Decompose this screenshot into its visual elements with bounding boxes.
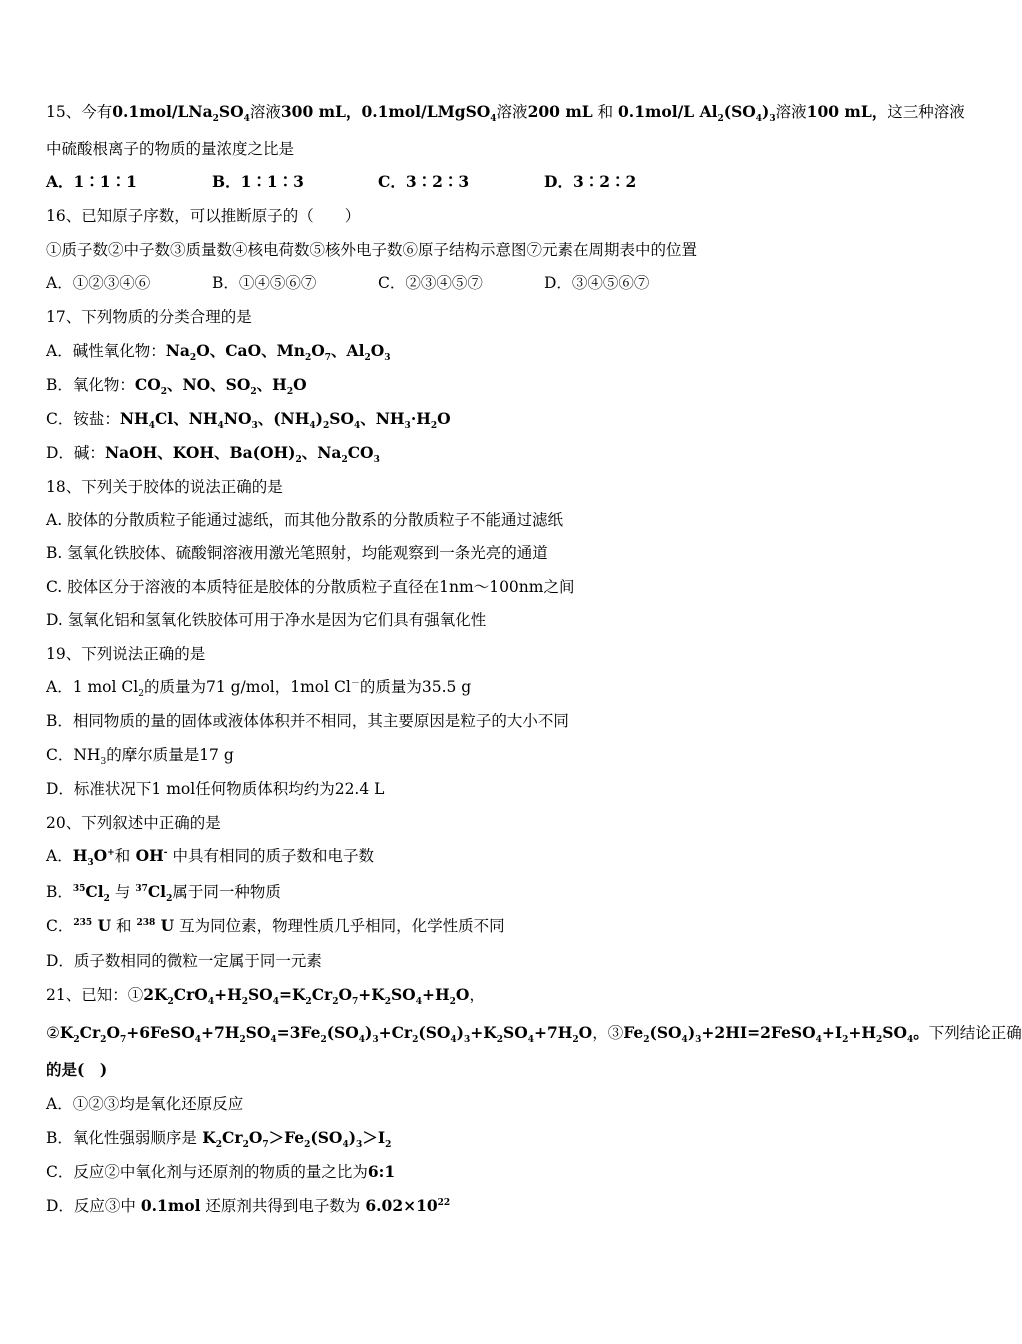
- q20-number: 20、: [46, 814, 82, 832]
- q18-option-a[interactable]: A. 胶体的分散质粒子能通过滤纸，而其他分散系的分散质粒子不能通过滤纸: [46, 511, 564, 529]
- q21-option-c[interactable]: C．反应②中氧化剂与还原剂的物质的量之比为6:1: [46, 1162, 396, 1181]
- q19-option-b[interactable]: B．相同物质的量的固体或液体体积并不相同，其主要原因是粒子的大小不同: [46, 712, 569, 730]
- q15-vol1: 300 mL，: [280, 102, 362, 121]
- q15-option-d[interactable]: D．3∶2∶2: [544, 172, 637, 191]
- q19-option-d[interactable]: D．标准状况下1 mol任何物质体积均约为22.4 L: [46, 780, 385, 798]
- q20-text: 下列叙述中正确的是: [81, 814, 221, 832]
- q17-option-a[interactable]: A．碱性氧化物：$Na_2O$、CaO、$Mn_2O_7$、$Al_2O_3$: [46, 341, 391, 364]
- q16-option-c[interactable]: C．②③④⑤⑦: [378, 274, 483, 292]
- q15-text: 溶液: [775, 103, 807, 121]
- q16-option-a[interactable]: A．①②③④⑥: [46, 274, 151, 292]
- q21-line3: 的是( ): [46, 1060, 108, 1079]
- q18-number: 18、: [46, 478, 82, 496]
- q15-vol2: 200 mL: [527, 102, 593, 121]
- q15-number: 15、: [46, 103, 82, 121]
- q16-stem: [46, 206, 360, 226]
- q16-number: 16、: [46, 207, 82, 225]
- q21-line2: $②K_2Cr_2O_7+6FeSO_4+7H_2SO_4=3Fe_2(SO_4)_3+Cr_2(SO_4)_3+K_2SO_4+7H_2O$，$③Fe_2(SO_4)_3+2HI=2FeSO_4+I_2+H_2SO_4$。下列结论正确: [46, 1023, 1022, 1046]
- q19-stem: [46, 644, 205, 664]
- q19-text: 下列说法正确的是: [81, 645, 206, 663]
- q19-number: 19、: [46, 645, 82, 663]
- q21-option-d[interactable]: D．反应③中 0.1mol 还原剂共得到电子数为 $6.02\times 10^{22}$: [46, 1196, 451, 1215]
- q15-text: 溶液: [249, 103, 281, 121]
- q20-option-a[interactable]: A．$H_3O^+$和 OH- 中具有相同的质子数和电子数: [46, 846, 374, 869]
- q18-option-d[interactable]: D. 氢氧化铝和氢氧化铁胶体可用于净水是因为它们具有强氧化性: [46, 611, 487, 629]
- q15-option-b[interactable]: B．1∶1∶3: [212, 172, 304, 191]
- q20-option-c[interactable]: C．$^{235}$ U 和 $^{238}$ U 互为同位素，物理性质几乎相同，化学性质不同: [46, 916, 505, 935]
- q15-text: 这三种溶液: [887, 103, 965, 121]
- q18-stem: [46, 477, 283, 497]
- q15-vol3: 100 mL，: [806, 102, 888, 121]
- q15-conc1: $0.1mol/LNa_2SO_4$: [112, 102, 250, 125]
- q17-stem: [46, 307, 252, 327]
- q18-text: 下列关于胶体的说法正确的是: [81, 478, 283, 496]
- q17-option-b[interactable]: B．氧化物：$CO_2$、NO、$SO_2$、$H_2O$: [46, 375, 307, 398]
- q17-option-c[interactable]: C．铵盐：$NH_4Cl$、$NH_4NO_3$、$(NH_4)_2SO_4$、$NH_3\cdot H_2O$: [46, 409, 451, 432]
- q21-option-a[interactable]: A．①②③均是氧化还原反应: [46, 1095, 244, 1113]
- q21-option-b[interactable]: B．氧化性强弱顺序是 $K_2Cr_2O_7>Fe_2(SO_4)_3>I_2$: [46, 1128, 392, 1151]
- q15-option-c[interactable]: C．3∶2∶3: [378, 172, 470, 191]
- q15-line1: [46, 102, 965, 125]
- q15-options: [46, 172, 636, 192]
- q20-stem: [46, 813, 221, 833]
- q18-option-c[interactable]: C. 胶体区分于溶液的本质特征是胶体的分散质粒子直径在1nm～100nm之间: [46, 578, 575, 596]
- q18-option-b[interactable]: B. 氢氧化铁胶体、硫酸铜溶液用激光笔照射，均能观察到一条光亮的通道: [46, 544, 548, 562]
- q17-number: 17、: [46, 308, 82, 326]
- q15-conc2: 0.1mol/LMgSO: [361, 102, 491, 121]
- q15-option-a[interactable]: A．1∶1∶1: [46, 172, 137, 191]
- q16-options: [46, 273, 649, 293]
- q21-number: 21、: [46, 986, 82, 1004]
- q16-option-b[interactable]: B．①④⑤⑥⑦: [212, 274, 317, 292]
- q20-option-d[interactable]: D．质子数相同的微粒一定属于同一元素: [46, 952, 322, 970]
- q15-conc3: 0.1mol/L $Al_2(SO_4)_3$: [618, 102, 776, 125]
- q17-text: 下列物质的分类合理的是: [81, 308, 252, 326]
- q21-line1: 21、已知：$①2K_2CrO_4+H_2SO_4=K_2Cr_2O_7+K_2SO_4+H_2O$，: [46, 985, 485, 1008]
- q19-option-a[interactable]: A．1 mol $Cl_2$的质量为71 g/mol，1mol Cl－的质量为35.5 g: [46, 678, 472, 700]
- q15-text: 今有: [81, 103, 113, 121]
- q15-text: 溶液: [496, 103, 528, 121]
- q15-line2: 中硫酸根离子的物质的量浓度之比是: [46, 140, 295, 158]
- q16-text: 已知原子序数，可以推断原子的（ ）: [81, 207, 361, 225]
- q15-text: 和: [597, 103, 614, 121]
- q15-sub: 4: [490, 114, 497, 125]
- q19-option-c[interactable]: C．$NH_3$的摩尔质量是17 g: [46, 746, 234, 768]
- q17-option-d[interactable]: D．碱：NaOH、KOH、$Ba(OH)_2$、$Na_2CO_3$: [46, 443, 380, 466]
- q16-option-d[interactable]: D．③④⑤⑥⑦: [544, 274, 650, 292]
- q20-option-b[interactable]: B．$^{35}Cl_2$ 与 $^{37}Cl_2$属于同一种物质: [46, 882, 281, 905]
- q16-items: ①质子数②中子数③质量数④核电荷数⑤核外电子数⑥原子结构示意图⑦元素在周期表中的位置: [46, 241, 698, 259]
